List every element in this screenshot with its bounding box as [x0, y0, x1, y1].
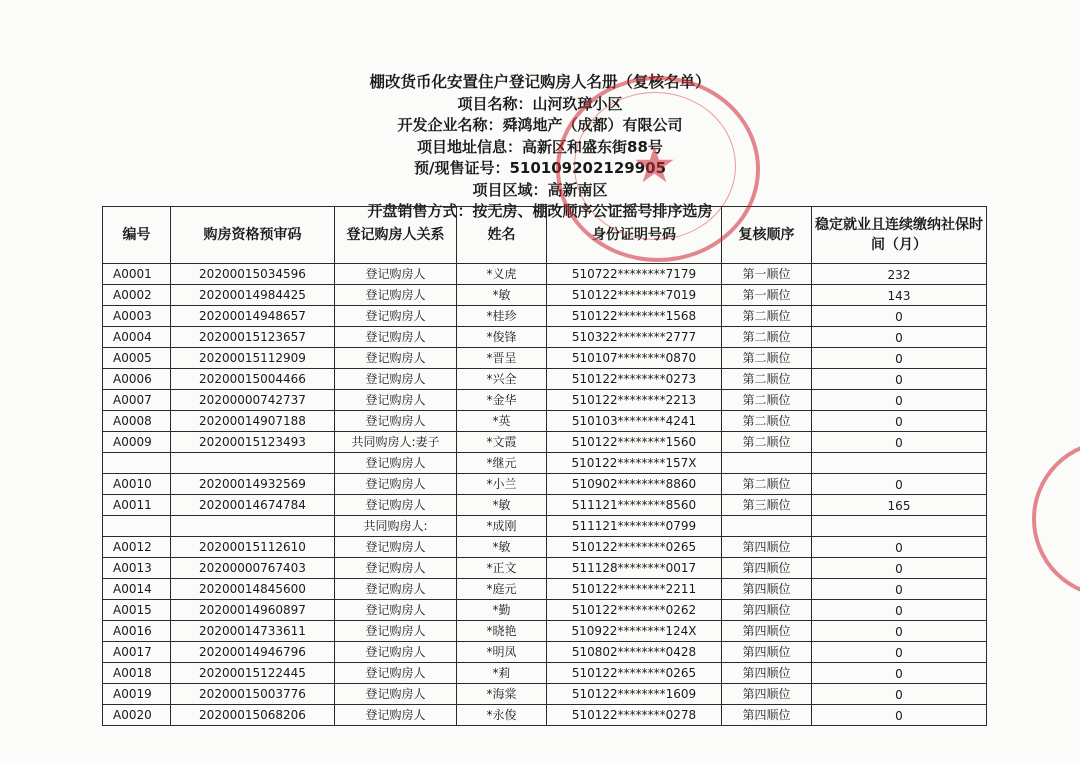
cell-name: *海棠 — [457, 684, 547, 705]
cell-precheck-code: 20200014948657 — [171, 306, 335, 327]
cell-social-security-months: 0 — [812, 621, 987, 642]
table-row — [103, 579, 987, 600]
table-row — [103, 600, 987, 621]
cell-id-number: 510722********7179 — [547, 264, 722, 285]
cell-number: A0002 — [103, 285, 171, 306]
cell-id-number: 510322********2777 — [547, 327, 722, 348]
cell-social-security-months: 0 — [812, 537, 987, 558]
cell-id-number: 510122********7019 — [547, 285, 722, 306]
cell-review-order: 第四顺位 — [722, 579, 812, 600]
table-row — [103, 516, 987, 537]
cell-social-security-months: 0 — [812, 705, 987, 726]
cell-review-order: 第四顺位 — [722, 537, 812, 558]
cell-name: *成刚 — [457, 516, 547, 537]
table-row — [103, 285, 987, 306]
cell-id-number: 510122********1609 — [547, 684, 722, 705]
cell-id-number: 510122********1568 — [547, 306, 722, 327]
cell-review-order: 第四顺位 — [722, 705, 812, 726]
table-row — [103, 684, 987, 705]
header-precheck-code: 购房资格预审码 — [171, 207, 335, 264]
table-row — [103, 369, 987, 390]
cell-name: *敏 — [457, 285, 547, 306]
cell-id-number: 510122********2213 — [547, 390, 722, 411]
table-header-row — [103, 207, 987, 264]
cell-precheck-code: 20200000767403 — [171, 558, 335, 579]
cell-review-order: 第三顺位 — [722, 495, 812, 516]
table-row — [103, 663, 987, 684]
cell-precheck-code: 20200015122445 — [171, 663, 335, 684]
table-row — [103, 411, 987, 432]
cell-name: *勤 — [457, 600, 547, 621]
cell-name: *晋呈 — [457, 348, 547, 369]
cell-relation: 登记购房人 — [335, 642, 457, 663]
cell-id-number: 510107********0870 — [547, 348, 722, 369]
header-relation: 登记购房人关系 — [335, 207, 457, 264]
cell-relation: 登记购房人 — [335, 495, 457, 516]
table-row — [103, 537, 987, 558]
cell-social-security-months — [812, 453, 987, 474]
cell-id-number: 511128********0017 — [547, 558, 722, 579]
sale-method: 开盘销售方式：按无房、棚改顺序公证摇号排序选房 — [367, 202, 713, 220]
cell-number: A0010 — [103, 474, 171, 495]
cell-name: *金华 — [457, 390, 547, 411]
cell-number: A0015 — [103, 600, 171, 621]
cell-review-order — [722, 453, 812, 474]
seal-star-icon: ★ — [632, 136, 677, 194]
cell-id-number: 510122********1560 — [547, 432, 722, 453]
cell-id-number: 510103********4241 — [547, 411, 722, 432]
cell-relation: 登记购房人 — [335, 369, 457, 390]
cell-number: A0004 — [103, 327, 171, 348]
cell-precheck-code: 20200014960897 — [171, 600, 335, 621]
cell-number: A0008 — [103, 411, 171, 432]
header-id-number: 身份证明号码 — [547, 207, 722, 264]
cell-precheck-code: 20200015003776 — [171, 684, 335, 705]
cell-number: A0007 — [103, 390, 171, 411]
cell-precheck-code: 20200015123493 — [171, 432, 335, 453]
cell-name: *文霞 — [457, 432, 547, 453]
cell-id-number: 510922********124X — [547, 621, 722, 642]
cell-relation: 共同购房人: — [335, 516, 457, 537]
table-row — [103, 306, 987, 327]
cell-name: *敏 — [457, 495, 547, 516]
cell-social-security-months: 0 — [812, 684, 987, 705]
table-row — [103, 621, 987, 642]
cell-relation: 登记购房人 — [335, 579, 457, 600]
cell-relation: 登记购房人 — [335, 264, 457, 285]
table-row — [103, 474, 987, 495]
cell-relation: 登记购房人 — [335, 285, 457, 306]
cell-name: *明凤 — [457, 642, 547, 663]
cell-review-order: 第二顺位 — [722, 327, 812, 348]
cell-id-number: 510902********8860 — [547, 474, 722, 495]
cell-precheck-code: 20200014984425 — [171, 285, 335, 306]
cell-review-order: 第一顺位 — [722, 285, 812, 306]
cell-number: A0020 — [103, 705, 171, 726]
cell-number: A0003 — [103, 306, 171, 327]
developer-name: 开发企业名称：舜鸿地产（成都）有限公司 — [397, 116, 683, 134]
cell-id-number: 510122********0273 — [547, 369, 722, 390]
cell-review-order: 第二顺位 — [722, 369, 812, 390]
cell-relation: 登记购房人 — [335, 411, 457, 432]
cell-relation: 登记购房人 — [335, 663, 457, 684]
cell-review-order: 第二顺位 — [722, 432, 812, 453]
cell-name: *敏 — [457, 537, 547, 558]
cell-relation: 登记购房人 — [335, 705, 457, 726]
cell-social-security-months: 165 — [812, 495, 987, 516]
cell-relation: 登记购房人 — [335, 684, 457, 705]
cell-id-number: 510122********0278 — [547, 705, 722, 726]
cell-precheck-code: 20200000742737 — [171, 390, 335, 411]
table-row — [103, 453, 987, 474]
cell-name: *莉 — [457, 663, 547, 684]
cell-precheck-code: 20200014932569 — [171, 474, 335, 495]
cell-relation: 登记购房人 — [335, 600, 457, 621]
side-seal — [1032, 440, 1080, 598]
header-social-security-months: 稳定就业且连续缴纳社保时间（月） — [812, 207, 987, 264]
cell-name: *正文 — [457, 558, 547, 579]
table-row — [103, 264, 987, 285]
cell-social-security-months — [812, 516, 987, 537]
cell-social-security-months: 0 — [812, 411, 987, 432]
cell-id-number: 511121********0799 — [547, 516, 722, 537]
cell-number: A0013 — [103, 558, 171, 579]
table-body — [103, 264, 987, 726]
table-row — [103, 390, 987, 411]
cell-review-order — [722, 516, 812, 537]
cell-number: A0009 — [103, 432, 171, 453]
cell-review-order: 第四顺位 — [722, 621, 812, 642]
project-address: 项目地址信息：高新区和盛东街88号 — [417, 137, 663, 156]
cell-precheck-code: 20200014907188 — [171, 411, 335, 432]
cell-relation: 登记购房人 — [335, 306, 457, 327]
cell-relation: 登记购房人 — [335, 348, 457, 369]
cell-review-order: 第四顺位 — [722, 558, 812, 579]
cell-social-security-months: 143 — [812, 285, 987, 306]
cell-relation: 共同购房人:妻子 — [335, 432, 457, 453]
cell-social-security-months: 0 — [812, 432, 987, 453]
cell-precheck-code: 20200014946796 — [171, 642, 335, 663]
cell-number: A0012 — [103, 537, 171, 558]
cell-precheck-code — [171, 516, 335, 537]
presale-permit: 预/现售证号：510109202129905 — [413, 159, 667, 177]
cell-name: *继元 — [457, 453, 547, 474]
cell-name: *英 — [457, 411, 547, 432]
cell-review-order: 第四顺位 — [722, 600, 812, 621]
header-name: 姓名 — [457, 207, 547, 264]
cell-social-security-months: 0 — [812, 390, 987, 411]
cell-number — [103, 453, 171, 474]
cell-name: *小兰 — [457, 474, 547, 495]
cell-number: A0014 — [103, 579, 171, 600]
cell-id-number: 511121********8560 — [547, 495, 722, 516]
cell-name: *庭元 — [457, 579, 547, 600]
header-number: 编号 — [103, 207, 171, 264]
cell-review-order: 第二顺位 — [722, 390, 812, 411]
register-table — [102, 206, 987, 726]
project-area: 项目区域：高新南区 — [472, 180, 608, 199]
cell-precheck-code: 20200015068206 — [171, 705, 335, 726]
cell-id-number: 510122********157X — [547, 453, 722, 474]
cell-review-order: 第二顺位 — [722, 474, 812, 495]
cell-number: A0005 — [103, 348, 171, 369]
cell-relation: 登记购房人 — [335, 558, 457, 579]
cell-precheck-code — [171, 453, 335, 474]
cell-precheck-code: 20200015034596 — [171, 264, 335, 285]
cell-precheck-code: 20200014733611 — [171, 621, 335, 642]
cell-social-security-months: 0 — [812, 600, 987, 621]
cell-review-order: 第二顺位 — [722, 306, 812, 327]
table-row — [103, 348, 987, 369]
cell-relation: 登记购房人 — [335, 390, 457, 411]
cell-social-security-months: 232 — [812, 264, 987, 285]
project-name: 项目名称：山河玖璋小区 — [457, 94, 623, 113]
header-review-order: 复核顺序 — [722, 207, 812, 264]
cell-review-order: 第四顺位 — [722, 684, 812, 705]
cell-relation: 登记购房人 — [335, 327, 457, 348]
cell-review-order: 第四顺位 — [722, 663, 812, 684]
document-header — [0, 72, 1080, 223]
cell-social-security-months: 0 — [812, 663, 987, 684]
cell-precheck-code: 20200014845600 — [171, 579, 335, 600]
cell-number: A0017 — [103, 642, 171, 663]
cell-id-number: 510122********0265 — [547, 537, 722, 558]
cell-social-security-months: 0 — [812, 558, 987, 579]
cell-number: A0001 — [103, 264, 171, 285]
table-row — [103, 432, 987, 453]
cell-precheck-code: 20200015004466 — [171, 369, 335, 390]
cell-precheck-code: 20200015112610 — [171, 537, 335, 558]
table-row — [103, 327, 987, 348]
cell-number: A0019 — [103, 684, 171, 705]
document-title: 棚改货币化安置住户登记购房人名册（复核名单） — [369, 73, 711, 91]
cell-id-number: 510122********0262 — [547, 600, 722, 621]
cell-id-number: 510122********2211 — [547, 579, 722, 600]
cell-number: A0011 — [103, 495, 171, 516]
cell-social-security-months: 0 — [812, 579, 987, 600]
cell-relation: 登记购房人 — [335, 621, 457, 642]
cell-review-order: 第二顺位 — [722, 411, 812, 432]
table-row — [103, 558, 987, 579]
cell-name: *义虎 — [457, 264, 547, 285]
cell-name: *俊锋 — [457, 327, 547, 348]
cell-id-number: 510802********0428 — [547, 642, 722, 663]
cell-social-security-months: 0 — [812, 474, 987, 495]
cell-social-security-months: 0 — [812, 327, 987, 348]
cell-review-order: 第二顺位 — [722, 348, 812, 369]
cell-social-security-months: 0 — [812, 306, 987, 327]
cell-number: A0016 — [103, 621, 171, 642]
cell-precheck-code: 20200015123657 — [171, 327, 335, 348]
cell-social-security-months: 0 — [812, 642, 987, 663]
cell-review-order: 第四顺位 — [722, 642, 812, 663]
cell-name: *永俊 — [457, 705, 547, 726]
cell-social-security-months: 0 — [812, 369, 987, 390]
table-row — [103, 642, 987, 663]
cell-social-security-months: 0 — [812, 348, 987, 369]
cell-name: *桂珍 — [457, 306, 547, 327]
cell-relation: 登记购房人 — [335, 537, 457, 558]
cell-review-order: 第一顺位 — [722, 264, 812, 285]
cell-name: *晓艳 — [457, 621, 547, 642]
cell-precheck-code: 20200014674784 — [171, 495, 335, 516]
cell-name: *兴全 — [457, 369, 547, 390]
cell-number: A0006 — [103, 369, 171, 390]
cell-precheck-code: 20200015112909 — [171, 348, 335, 369]
cell-number: A0018 — [103, 663, 171, 684]
cell-id-number: 510122********0265 — [547, 663, 722, 684]
table-row — [103, 705, 987, 726]
cell-number — [103, 516, 171, 537]
cell-relation: 登记购房人 — [335, 453, 457, 474]
cell-relation: 登记购房人 — [335, 474, 457, 495]
table-row — [103, 495, 987, 516]
